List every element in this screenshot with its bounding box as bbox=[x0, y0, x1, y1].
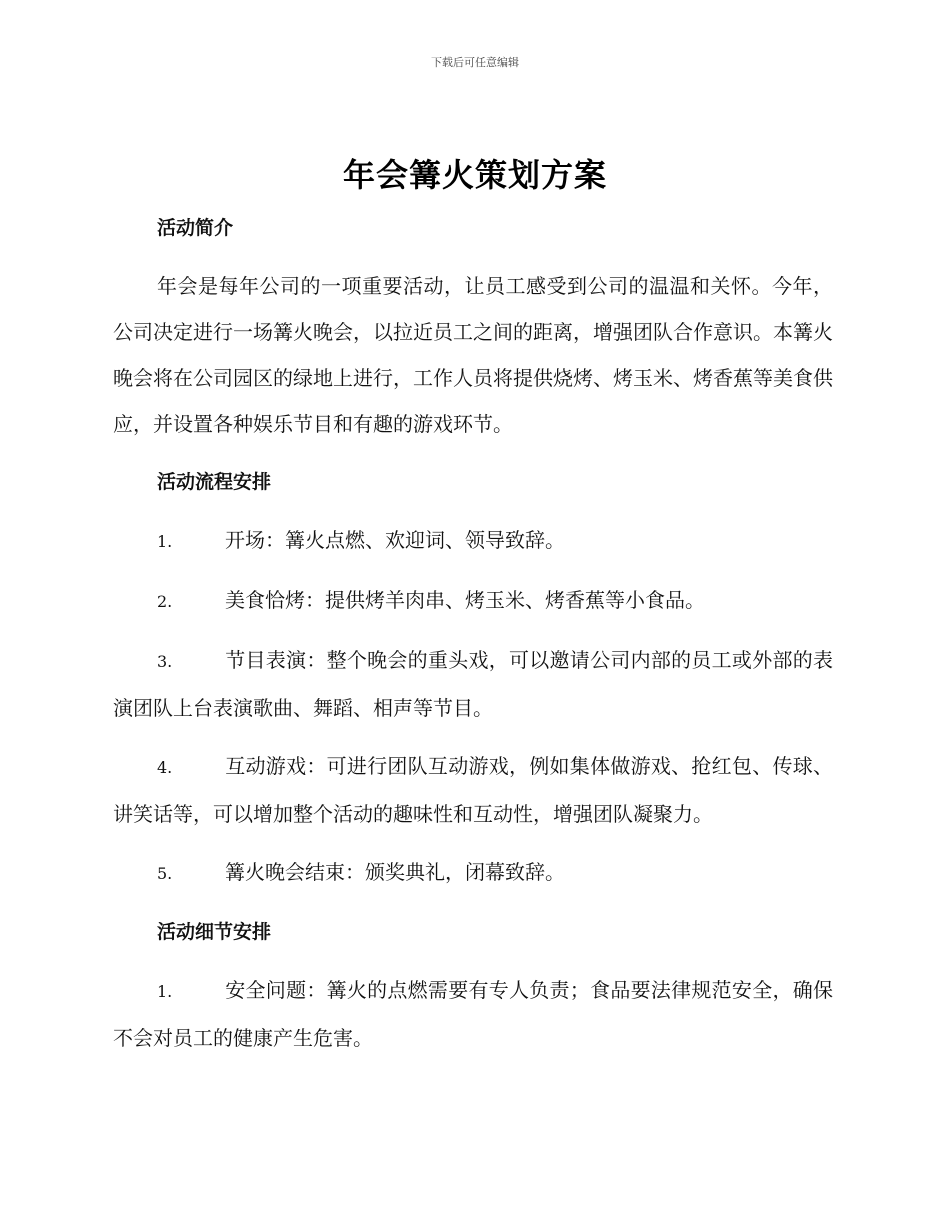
list-item-number: 1. bbox=[157, 532, 173, 551]
list-item-number: 5. bbox=[157, 864, 173, 883]
list-item-number: 3. bbox=[157, 652, 173, 671]
header-note: 下载后可任意编辑 bbox=[431, 56, 519, 69]
list-item-text: 篝火晚会结束：颁奖典礼，闭幕致辞。 bbox=[225, 860, 565, 884]
document-body bbox=[113, 205, 833, 1073]
list-item bbox=[113, 517, 833, 565]
section-heading-details: 活动细节安排 bbox=[157, 921, 272, 943]
list-item-text: 美食恰烤：提供烤羊肉串、烤玉米、烤香蕉等小食品。 bbox=[225, 588, 705, 612]
document-title: 年会篝火策划方案 bbox=[342, 156, 607, 194]
section-heading-intro: 活动简介 bbox=[157, 217, 234, 239]
list-item bbox=[113, 637, 833, 731]
list-item-text: 互动游戏：可进行团队互动游戏，例如集体做游戏、抢红包、传球、讲笑话等，可以增加整个活动的趣味性和互动性，增强团队凝聚力。 bbox=[113, 754, 833, 826]
list-item-number: 2. bbox=[157, 592, 173, 611]
list-item bbox=[113, 577, 833, 625]
list-item-text: 安全问题：篝火的点燃需要有专人负责；食品要法律规范安全，确保不会对员工的健康产生危害。 bbox=[113, 978, 833, 1050]
intro-paragraph: 年会是每年公司的一项重要活动，让员工感受到公司的温温和关怀。今年，公司决定进行一场篝火晚会，以拉近员工之间的距离，增强团队合作意识。本篝火晚会将在公司园区的绿地上进行，工作人员将提供烧烤、烤玉米、烤香蕉等美食供应，并设置各种娱乐节目和有趣的游戏环节。 bbox=[113, 274, 833, 436]
list-item bbox=[113, 743, 833, 837]
list-item-text: 节目表演：整个晚会的重头戏，可以邀请公司内部的员工或外部的表演团队上台表演歌曲、舞蹈、相声等节目。 bbox=[113, 648, 833, 720]
list-item bbox=[113, 849, 833, 897]
list-item-number: 1. bbox=[157, 982, 173, 1001]
section-heading-flow: 活动流程安排 bbox=[157, 471, 272, 493]
list-item-text: 开场：篝火点燃、欢迎词、领导致辞。 bbox=[225, 528, 565, 552]
list-item bbox=[113, 967, 833, 1061]
list-item-number: 4. bbox=[157, 758, 173, 777]
